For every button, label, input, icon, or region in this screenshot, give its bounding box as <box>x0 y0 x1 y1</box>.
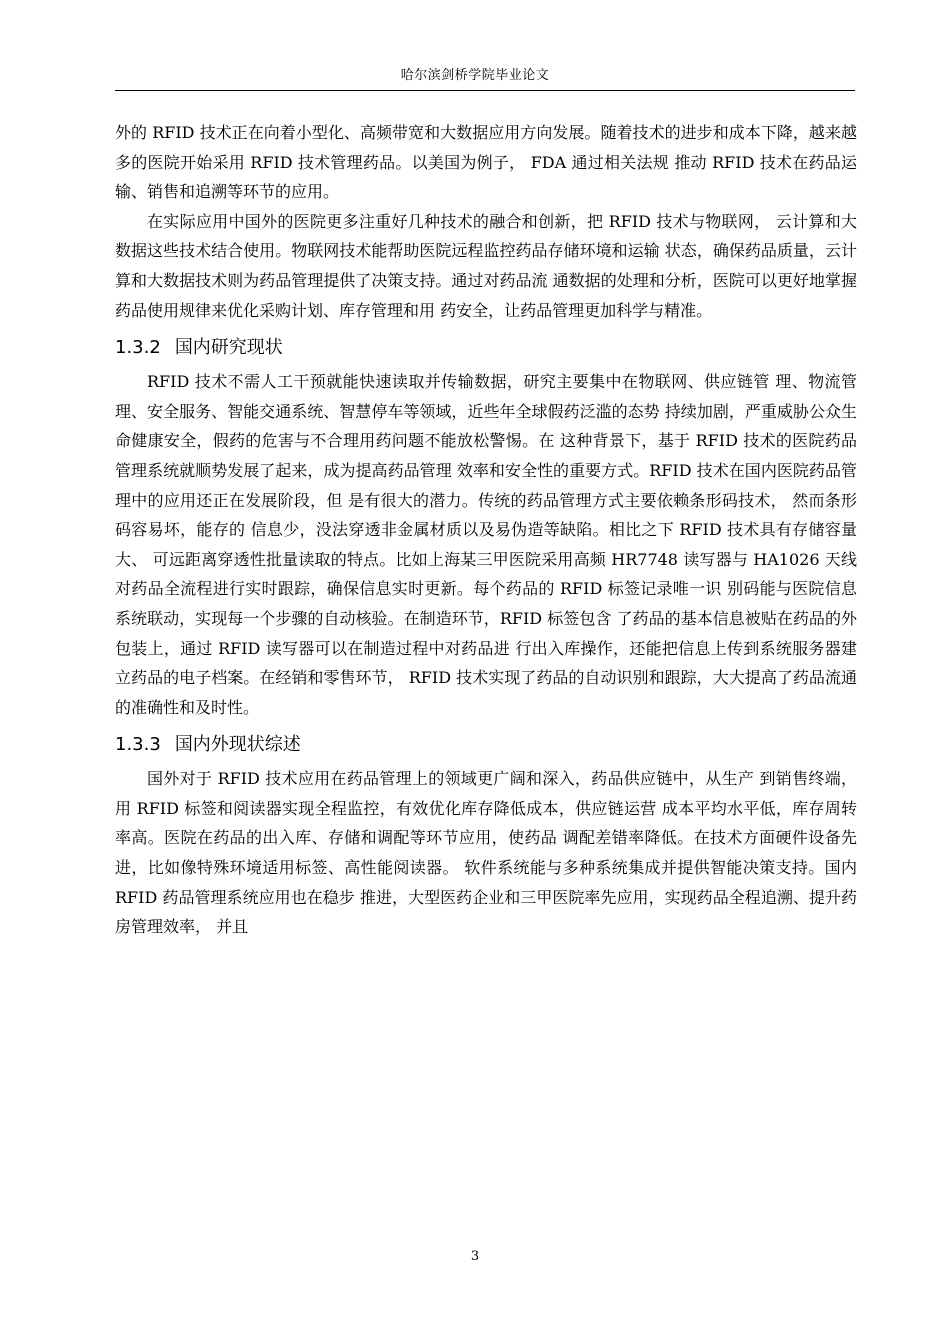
section-title: 国内外现状综述 <box>174 734 301 756</box>
section-heading-1-3-3 <box>115 730 857 760</box>
paragraph-domestic-research: RFID 技术不需人工干预就能快速读取并传输数据，研究主要集中在物联网、供应链管 理、物流管理、安全服务、智能交通系统、智慧停车等领域，近些年全球假药泛滥的态势 持续加剧，严重威胁公众生命健康安全，假药的危害与不合理用药问题不能放松警惕。在 这种背景下，基于 RFID 技术的医院药品管理系统就顺势发展了起来，成为提高药品管理 效率和安全性的重要方式。RFID 技术在国内医院药品管理中的应用还正在发展阶段，但 是有很大的潜力。传统的药品管理方式主要依赖条形码技术， 然而条形码容易坏，能存的 信息少，没法穿透非金属材质以及易伪造等缺陷。相比之下 RFID 技术具有存储容量大、 可远距离穿透性批量读取的特点。比如上海某三甲医院采用高频 HR7748 读写器与 HA1026 天线对药品全流程进行实时跟踪，确保信息实时更新。每个药品的 RFID 标签记录唯一识 别码能与医院信息系统联动，实现每一个步骤的自动核验。在制造环节，RFID 标签包含 了药品的基本信息被贴在药品的外包装上，通过 RFID 读写器可以在制造过程中对药品进 行出入库操作，还能把信息上传到系统服务器建立药品的电子档案。在经销和零售环节， RFID 技术实现了药品的自动识别和跟踪，大大提高了药品流通的准确性和及时性。 <box>115 372 857 717</box>
paragraph-continued: 外的 RFID 技术正在向着小型化、高频带宽和大数据应用方向发展。随着技术的进步和成本下降，越来越多的医院开始采用 RFID 技术管理药品。以美国为例子， FDA 通过相关法规 推动 RFID 技术在药品运输、销售和追溯等环节的应用。 <box>115 123 857 202</box>
paragraph-review-summary: 国外对于 RFID 技术应用在药品管理上的领域更广阔和深入，药品供应链中，从生产 到销售终端，用 RFID 标签和阅读器实现全程监控，有效优化库存降低成本，供应链运营 成本平均水平低，库存周转率高。医院在药品的出入库、存储和调配等环节应用，使药品 调配差错率降低。在技术方面硬件设备先进，比如像特殊环境适用标签、高性能阅读器。 软件系统能与多种系统集成并提供智能决策支持。国内 RFID 药品管理系统应用也在稳步 推进，大型医药企业和三甲医院率先应用，实现药品全程追溯、提升药房管理效率， 并且 <box>115 769 857 937</box>
body-content <box>115 118 857 942</box>
section-title: 国内研究现状 <box>174 337 283 359</box>
header-divider <box>115 90 855 91</box>
paragraph-foreign-applications: 在实际应用中国外的医院更多注重好几种技术的融合和创新，把 RFID 技术与物联网， 云计算和大数据这些技术结合使用。物联网技术能帮助医院远程监控药品存储环境和运输 状态，确保药品质量，云计算和大数据技术则为药品管理提供了决策支持。通过对药品流 通数据的处理和分析，医院可以更好地掌握药品使用规律来优化采购计划、库存管理和用 药安全，让药品管理更加科学与精准。 <box>115 211 857 320</box>
page-number: 3 <box>470 1249 480 1264</box>
section-number: 1.3.3 <box>115 734 161 756</box>
section-number: 1.3.2 <box>115 337 161 359</box>
section-heading-1-3-2 <box>115 333 857 363</box>
running-header: 哈尔滨剑桥学院毕业论文 <box>400 68 550 83</box>
